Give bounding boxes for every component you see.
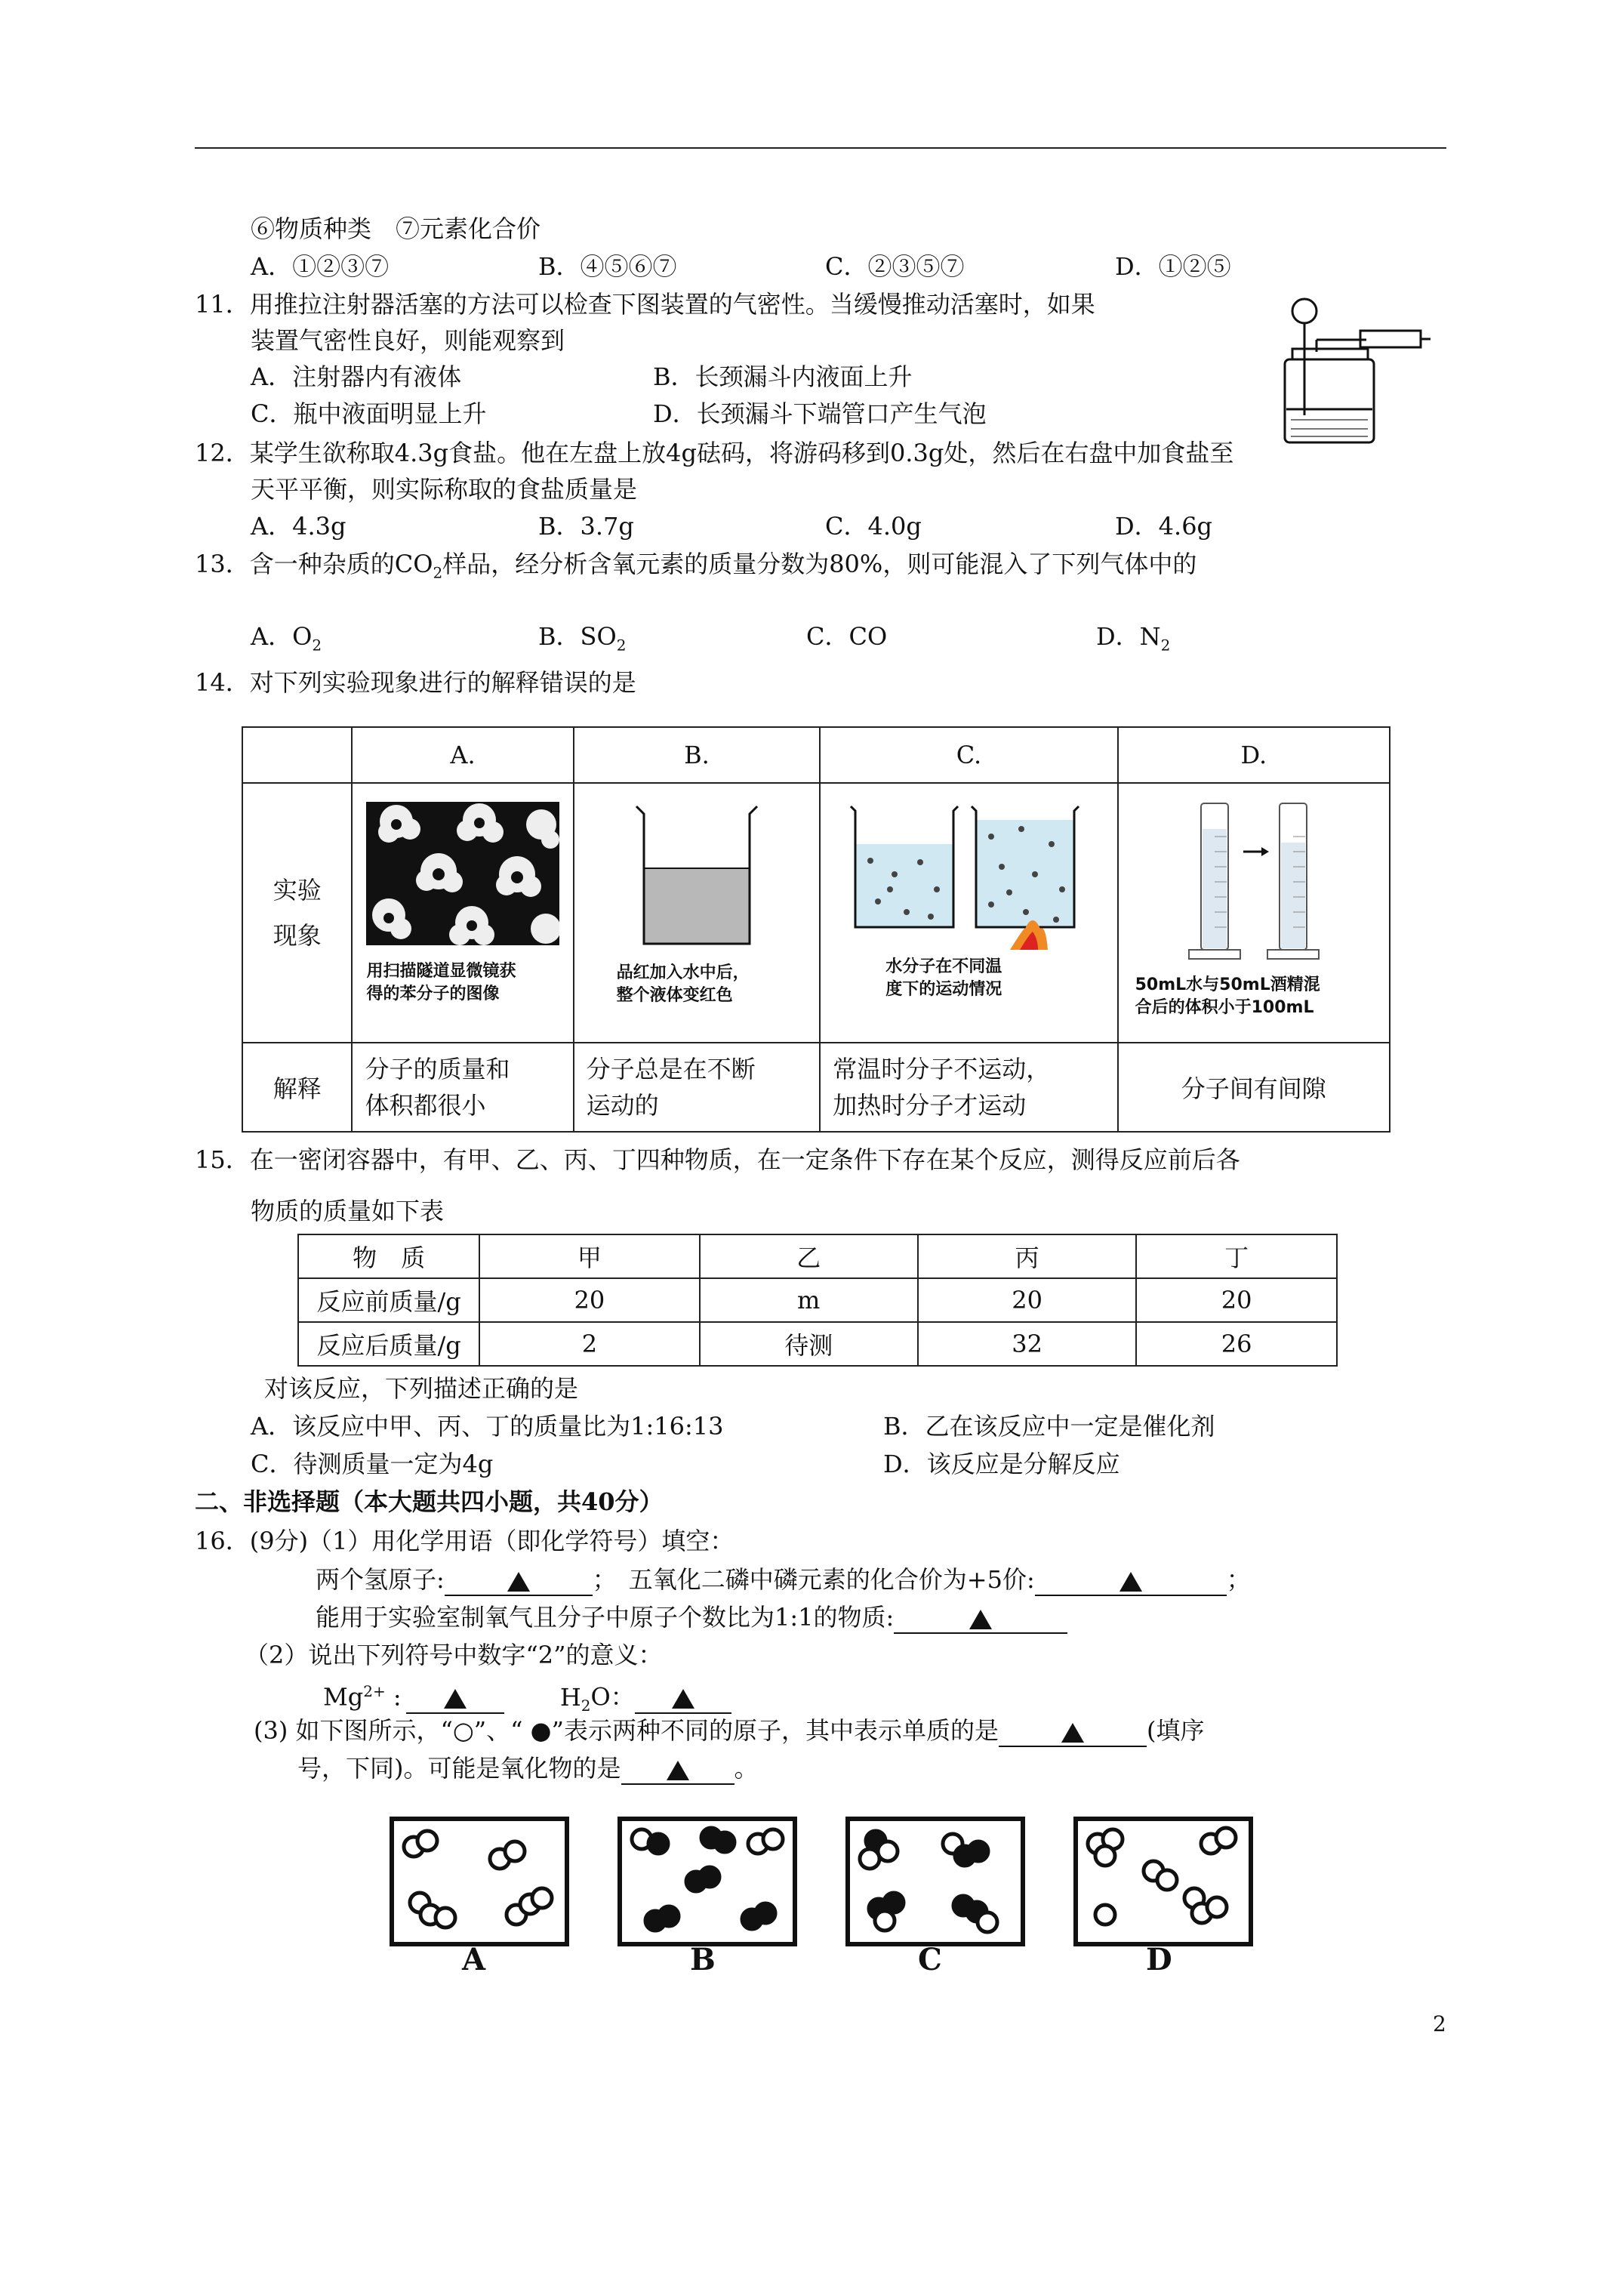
q14-header-a: A. — [352, 727, 573, 783]
q11-option-c: C．瓶中液面明显上升 — [251, 399, 487, 428]
q12-option-b: B．3.7g — [538, 512, 634, 541]
benzene-stm-image — [366, 802, 559, 945]
particle-box-c — [845, 1817, 1025, 1946]
q14-header-c: C. — [820, 727, 1117, 783]
answer-blank-oxygen-source[interactable] — [894, 1602, 1067, 1634]
q15-col-bing: 丙 — [918, 1234, 1136, 1278]
cell-after-bing: 32 — [918, 1322, 1136, 1366]
answer-blank-phosphorus[interactable] — [1035, 1564, 1227, 1596]
q15-col-substance: 物 质 — [298, 1234, 479, 1278]
q15-line1: 15．在一密闭容器中，有甲、乙、丙、丁四种物质，在一定条件下存在某个反应，测得反应前后各 — [195, 1145, 1240, 1174]
q15-line2: 物质的质量如下表 — [251, 1197, 445, 1225]
particle-diagram-d — [1078, 1821, 1249, 1942]
q16-part2: （2）说出下列符号中数字“2”的意义： — [245, 1641, 663, 1669]
q15-col-jia: 甲 — [479, 1234, 699, 1278]
q16-part3-line1: (3) 如下图所示，“○”、“ ●”表示两种不同的原子，其中表示单质的是 (填序 — [254, 1715, 1204, 1747]
q15-mass-table — [297, 1234, 1338, 1367]
explain-a: 分子的质量和 体积都很小 — [352, 1043, 573, 1132]
q14-cell-a — [352, 783, 573, 1043]
q11-line1: 11．用推拉注射器活塞的方法可以检查下图装置的气密性。当缓慢推动活塞时，如果 — [195, 290, 1095, 319]
q10-option-c: C．②③⑤⑦ — [825, 252, 965, 281]
q12-option-a: A．4.3g — [251, 512, 346, 541]
q11-line2: 装置气密性良好，则能观察到 — [251, 326, 565, 355]
q15-option-a: A．该反应中甲、丙、丁的质量比为1:16:13 — [251, 1412, 724, 1441]
q16-line3: 能用于实验室制氧气且分子中原子个数比为1:1的物质: — [316, 1602, 1067, 1634]
water-molecule-beakers-image — [848, 799, 1089, 950]
caption-d: 50mL水与50mL酒精混 合后的体积小于100mL — [1135, 975, 1320, 1017]
explain-b: 分子总是在不断 运动的 — [574, 1043, 821, 1132]
q10-option-a: A．①②③⑦ — [251, 252, 390, 281]
cell-after-yi: 待测 — [700, 1322, 918, 1366]
box-label-c: C — [918, 1942, 942, 1977]
cell-before-yi: m — [700, 1278, 918, 1322]
q16-part2-symbols: $Mg^{2+}$ : $H_2O$： — [323, 1676, 731, 1721]
q15-option-c: C．待测质量一定为4g — [251, 1450, 494, 1478]
caption-c: 水分子在不同温 度下的运动情况 — [885, 957, 1002, 999]
header-rule — [195, 147, 1446, 149]
q15-col-yi: 乙 — [700, 1234, 918, 1278]
q11-option-a: A．注射器内有液体 — [251, 362, 462, 391]
triangle-marker-icon — [667, 1761, 689, 1780]
page-number: 2 — [1433, 2011, 1446, 2036]
table-row — [298, 1278, 1337, 1322]
cell-before-ding: 20 — [1136, 1278, 1337, 1322]
caption-a: 用扫描隧道显微镜获 得的苯分子的图像 — [366, 962, 516, 1003]
q11-option-b: B．长颈漏斗内液面上升 — [653, 362, 913, 391]
q14-cell-d — [1118, 783, 1390, 1043]
q14-cell-c — [820, 783, 1117, 1043]
q15-col-ding: 丁 — [1136, 1234, 1337, 1278]
q16-line2: 两个氢原子: ； 五氧化二磷中磷元素的化合价为+5价: ； — [316, 1564, 1251, 1596]
q13-option-c: C．CO — [806, 622, 888, 651]
q13-option-d: D．$N_2$ — [1096, 622, 1171, 655]
q13-line1: 13．含一种杂质的$CO_2$样品，经分析含氧元素的质量分数为80%，则可能混入了下列气体中的 — [195, 550, 1197, 582]
q15-option-b: B．乙在该反应中一定是催化剂 — [883, 1412, 1215, 1441]
q14-header-b: B. — [574, 727, 821, 783]
answer-blank-oxide[interactable] — [621, 1753, 735, 1785]
q10-line: ⑥物质种类 ⑦元素化合价 — [251, 214, 541, 243]
q13-option-a: A．$O_2$ — [251, 622, 322, 655]
q11-option-d: D．长颈漏斗下端管口产生气泡 — [653, 399, 987, 428]
q10-option-d: D．①②⑤ — [1115, 252, 1231, 281]
q12-option-c: C．4.0g — [825, 512, 922, 541]
answer-blank-hydrogen[interactable] — [445, 1564, 593, 1596]
q10-option-b: B．④⑤⑥⑦ — [538, 252, 677, 281]
q16-line1: 16．(9分)（1）用化学用语（即化学符号）填空： — [195, 1527, 735, 1555]
q14-header-d: D. — [1118, 727, 1390, 783]
box-label-d: D — [1146, 1942, 1172, 1977]
box-label-a: A — [462, 1942, 486, 1977]
q12-option-d: D．4.6g — [1115, 512, 1213, 541]
triangle-marker-icon — [1061, 1723, 1084, 1743]
box-label-b: B — [690, 1942, 716, 1977]
q15-option-d: D．该反应是分解反应 — [883, 1450, 1120, 1478]
row-label-after: 反应后质量/g — [298, 1322, 479, 1366]
q14-row-phenomenon: 实验 现象 — [242, 783, 352, 1043]
triangle-marker-icon — [507, 1572, 530, 1592]
q12-line2: 天平平衡，则实际称取的食盐质量是 — [251, 475, 638, 504]
triangle-marker-icon — [444, 1689, 467, 1709]
row-label-before: 反应前质量/g — [298, 1278, 479, 1322]
caption-b: 品红加入水中后， 整个液体变红色 — [616, 963, 750, 1005]
graduated-cylinders-image — [1178, 799, 1329, 965]
q15-question: 对该反应，下列描述正确的是 — [264, 1374, 579, 1403]
explain-c: 常温时分子不运动， 加热时分子才运动 — [820, 1043, 1117, 1132]
q14-row-explain: 解释 — [242, 1043, 352, 1132]
particle-box-a — [390, 1817, 569, 1946]
q14-table — [242, 726, 1390, 1133]
cell-before-jia: 20 — [479, 1278, 699, 1322]
airtight-apparatus-figure — [1276, 287, 1434, 445]
answer-blank-element[interactable] — [999, 1715, 1147, 1747]
explain-d: 分子间有间隙 — [1118, 1043, 1390, 1132]
triangle-marker-icon — [969, 1610, 992, 1629]
triangle-marker-icon — [672, 1689, 694, 1709]
q13-option-b: B．$SO_2$ — [538, 622, 627, 655]
particle-box-b — [617, 1817, 797, 1946]
table-row — [298, 1322, 1337, 1366]
particle-diagram-a — [394, 1821, 565, 1942]
cell-after-ding: 26 — [1136, 1322, 1337, 1366]
particle-box-d — [1073, 1817, 1253, 1946]
q14-stem: 14．对下列实验现象进行的解释错误的是 — [195, 668, 636, 697]
q12-line1: 12．某学生欲称取4.3g食盐。他在左盘上放4g砝码，将游码移到0.3g处，然后在右盘中加食盐至 — [195, 439, 1234, 467]
particle-diagram-c — [850, 1821, 1021, 1942]
answer-blank-mg[interactable] — [406, 1682, 504, 1714]
particle-diagram-b — [622, 1821, 793, 1942]
beaker-image — [629, 799, 765, 950]
cell-after-jia: 2 — [479, 1322, 699, 1366]
q14-cell-b — [574, 783, 821, 1043]
q16-part3-line2: 号，下同)。可能是氧化物的是 。 — [297, 1753, 759, 1785]
section-heading: 二、非选择题（本大题共四小题，共40分） — [195, 1487, 664, 1516]
answer-blank-h2o[interactable] — [635, 1682, 731, 1714]
triangle-marker-icon — [1119, 1572, 1142, 1592]
cell-before-bing: 20 — [918, 1278, 1136, 1322]
